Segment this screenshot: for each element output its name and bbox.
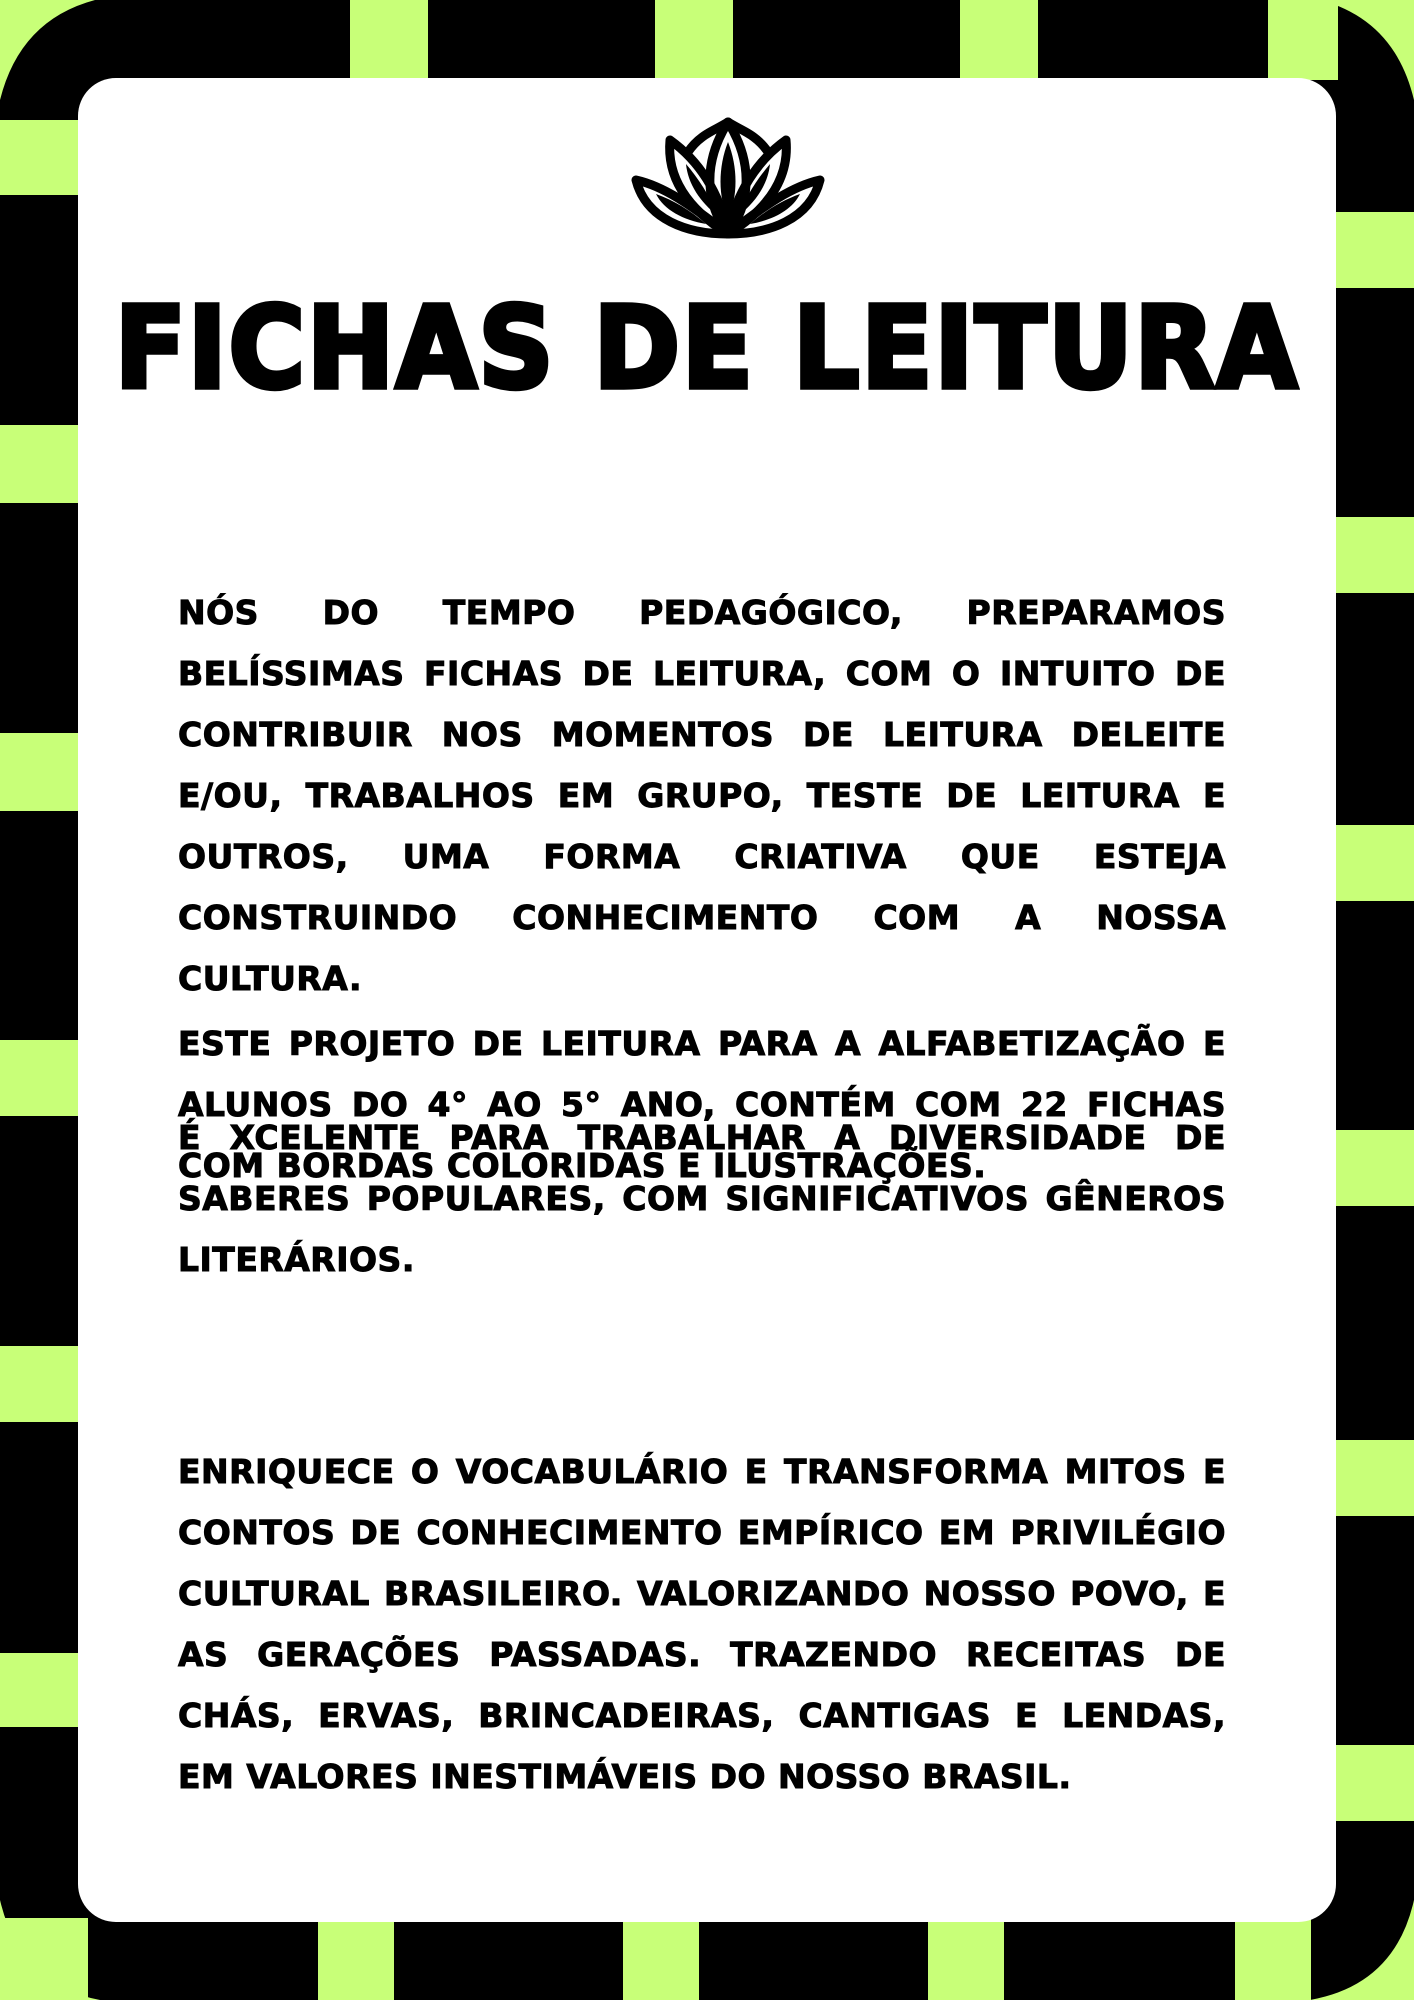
- intro-paragraph: NÓS DO TEMPO PEDAGÓGICO, PREPARAMOS BELÍSSIMAS FICHAS DE LEITURA, COM O INTUITO DE CONTRIBUIR NOS MOMENTOS DE LEITURA DELEITE E/OU, TRABALHOS EM GRUPO, TESTE DE LEITURA E OUTROS, UMA FORMA CRIATIVA QUE ESTEJA CONSTRUINDO CONHECIMENTO COM A NOSSA CULTURA.: [178, 593, 1226, 998]
- diversity-paragraph: É XCELENTE PARA TRABALHAR A DIVERSIDADE DE SABERES POPULARES, COM SIGNIFICATIVOS GÊNEROS LITERÁRIOS.: [178, 1118, 1226, 1279]
- culture-paragraph: ENRIQUECE O VOCABULÁRIO E TRANSFORMA MITOS E CONTOS DE CONHECIMENTO EMPÍRICO EM PRIVILÉGIO CULTURAL BRASILEIRO. VALORIZANDO NOSSO POVO, E AS GERAÇÕES PASSADAS. TRAZENDO RECEITAS DE CHÁS, ERVAS, BRINCADEIRAS, CANTIGAS E LENDAS, EM VALORES INESTIMÁVEIS DO NOSSO BRASIL.: [178, 1452, 1226, 1796]
- project-paragraph: ESTE PROJETO DE LEITURA PARA A ALFABETIZAÇÃO E ALUNOS DO 4° AO 5° ANO, CONTÉM COM 22 FICHAS COM BORDAS COLORIDAS E ILUSTRAÇÕES.: [178, 1024, 1226, 1185]
- content-panel: [78, 78, 1336, 1922]
- lotus-flower-icon: [628, 112, 828, 242]
- page-title: FICHAS DE LEITURA: [114, 282, 1300, 414]
